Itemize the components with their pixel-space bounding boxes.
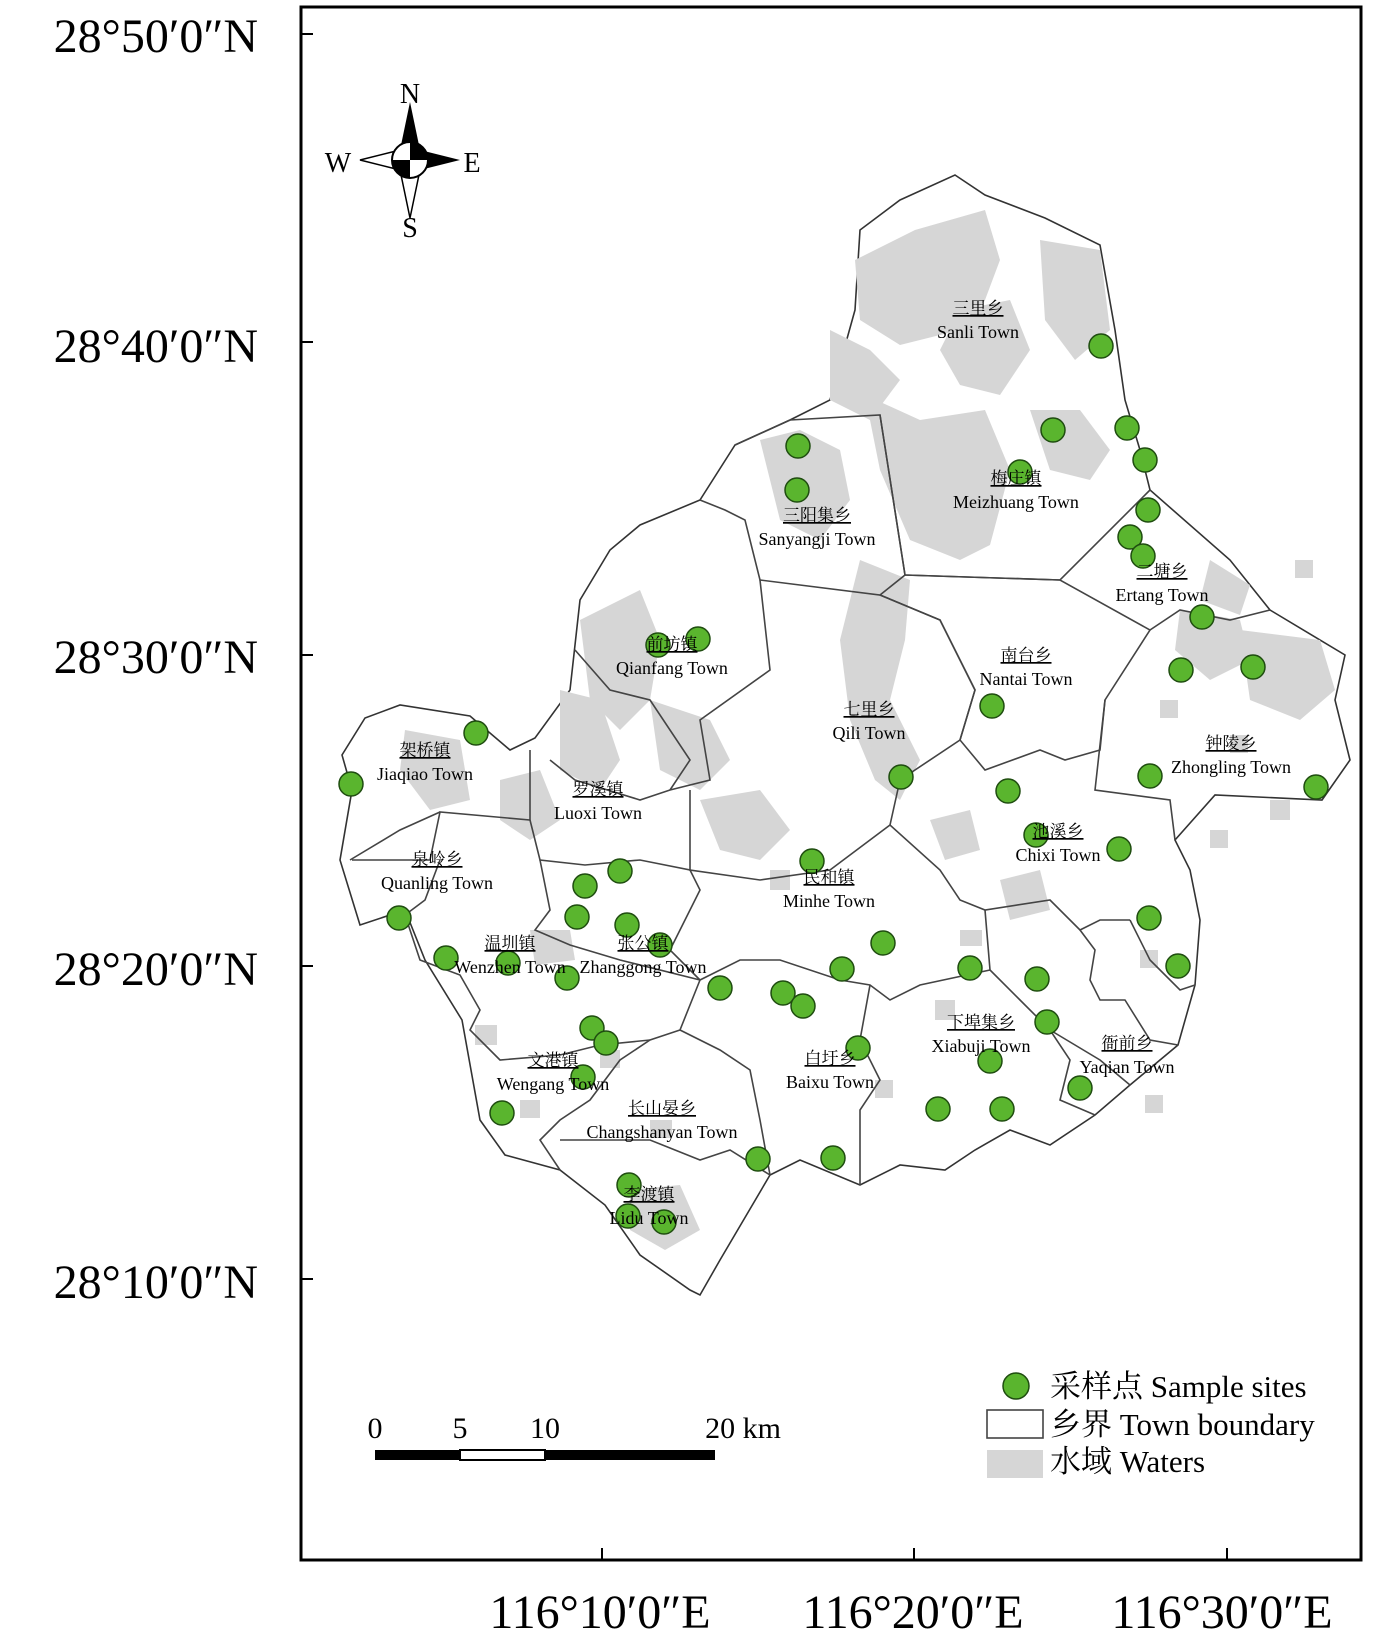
sample-site <box>1138 764 1162 788</box>
town-label-cn: 泉岭乡 <box>411 850 463 869</box>
town-label-en: Minhe Town <box>783 891 875 911</box>
lon-label: 116°10′0″E <box>489 1586 711 1639</box>
town-label-en: Qili Town <box>832 723 906 743</box>
scale-label: 0 <box>367 1412 383 1445</box>
sample-site <box>594 1031 618 1055</box>
town-label-cn: 前坊镇 <box>646 635 698 654</box>
scale-label: 5 <box>452 1412 468 1445</box>
sample-site <box>1304 775 1328 799</box>
town-label-en: Zhanggong Town <box>579 957 707 977</box>
town-label-en: Ertang Town <box>1115 585 1209 605</box>
town-label-cn: 架桥镇 <box>399 741 451 760</box>
sample-site <box>871 931 895 955</box>
sample-site <box>996 779 1020 803</box>
compass-north: N <box>399 79 421 110</box>
sample-site <box>464 721 488 745</box>
scale-label: 20 km <box>705 1412 781 1445</box>
north-arrow <box>325 79 481 244</box>
scale-label: 10 <box>530 1412 560 1445</box>
town-label-en: Nantai Town <box>979 669 1073 689</box>
legend <box>987 1369 1315 1479</box>
town-label-cn: 下埠集乡 <box>947 1013 1015 1032</box>
town-label-cn: 三里乡 <box>952 299 1004 318</box>
lat-label: 28°10′0″N <box>53 1256 258 1309</box>
sample-site <box>958 956 982 980</box>
town-label-en: Sanyangji Town <box>758 529 876 549</box>
lat-label: 28°20′0″N <box>53 943 258 996</box>
town-label-cn: 李渡镇 <box>623 1185 675 1204</box>
sample-site <box>490 1101 514 1125</box>
sample-site <box>1115 416 1139 440</box>
lon-label: 116°30′0″E <box>1111 1586 1333 1639</box>
sample-site <box>889 765 913 789</box>
town-label-cn: 七里乡 <box>843 700 895 719</box>
lon-label: 116°20′0″E <box>802 1586 1024 1639</box>
sample-site <box>791 994 815 1018</box>
town-label-cn: 三阳集乡 <box>783 506 851 525</box>
town-label-en: Wengang Town <box>496 1074 610 1094</box>
town-label-en: Baixu Town <box>786 1072 874 1092</box>
lat-label: 28°30′0″N <box>53 631 258 684</box>
sample-site <box>821 1146 845 1170</box>
legend-waters-label: 水域 Waters <box>1050 1444 1206 1479</box>
town-label-cn: 南台乡 <box>1000 646 1052 665</box>
town-label-en: Quanling Town <box>381 873 493 893</box>
sample-site <box>980 694 1004 718</box>
sample-site <box>786 434 810 458</box>
town-label-cn: 白圩乡 <box>804 1049 856 1068</box>
sample-site <box>1133 448 1157 472</box>
town-label-en: Meizhuang Town <box>953 492 1079 512</box>
sample-site <box>1107 837 1131 861</box>
sample-site <box>573 874 597 898</box>
latitude-ticks <box>301 34 313 1279</box>
legend-site-symbol <box>1003 1373 1029 1399</box>
sample-site <box>926 1097 950 1121</box>
town-label-en: Xiabuji Town <box>931 1036 1031 1056</box>
town-label-cn: 衙前乡 <box>1101 1034 1153 1053</box>
legend-boundary-symbol <box>987 1410 1043 1438</box>
town-label-en: Zhongling Town <box>1171 757 1291 777</box>
sample-site <box>1136 498 1160 522</box>
town-label-cn: 长山晏乡 <box>628 1099 696 1118</box>
sample-site <box>1137 906 1161 930</box>
sample-site <box>746 1147 770 1171</box>
sample-site <box>990 1097 1014 1121</box>
town-label-cn: 温圳镇 <box>484 934 536 953</box>
sample-site <box>387 906 411 930</box>
scale-bar <box>368 1412 781 1460</box>
town-label-en: Sanli Town <box>937 322 1019 342</box>
town-label-cn: 文港镇 <box>527 1051 579 1070</box>
town-label-en: Changshanyan Town <box>586 1122 738 1142</box>
sample-site <box>339 772 363 796</box>
town-label-cn: 罗溪镇 <box>572 780 624 799</box>
town-label-en: Luoxi Town <box>554 803 642 823</box>
longitude-ticks <box>602 1548 1227 1560</box>
town-label-cn: 二塘乡 <box>1136 562 1188 581</box>
sample-site <box>1190 605 1214 629</box>
town-label-en: Qianfang Town <box>616 658 728 678</box>
sample-site <box>608 859 632 883</box>
sample-site <box>708 976 732 1000</box>
lat-label: 28°50′0″N <box>53 10 258 63</box>
compass-south: S <box>402 213 418 244</box>
town-label-en: Chixi Town <box>1015 845 1101 865</box>
town-label-cn: 张公镇 <box>617 934 669 953</box>
sample-site <box>1025 967 1049 991</box>
sample-site <box>830 957 854 981</box>
sample-site <box>1068 1076 1092 1100</box>
town-label-cn: 梅庄镇 <box>990 469 1042 488</box>
town-label-cn: 民和镇 <box>803 868 855 887</box>
legend-sites-label: 采样点 Sample sites <box>1050 1369 1307 1404</box>
sample-site <box>1089 334 1113 358</box>
legend-waters-symbol <box>987 1450 1043 1478</box>
sample-site <box>1035 1010 1059 1034</box>
town-label-en: Wenzhen Town <box>454 957 566 977</box>
town-label-en: Jiaqiao Town <box>377 764 473 784</box>
compass-west: W <box>324 148 352 179</box>
lat-label: 28°40′0″N <box>53 320 258 373</box>
town-label-cn: 池溪乡 <box>1032 822 1084 841</box>
sample-site <box>1169 658 1193 682</box>
sample-site <box>1041 418 1065 442</box>
legend-boundary-label: 乡界 Town boundary <box>1050 1407 1315 1442</box>
sample-site <box>1241 655 1265 679</box>
town-label-en: Yaqian Town <box>1079 1057 1175 1077</box>
sample-site <box>1166 954 1190 978</box>
sample-site <box>565 905 589 929</box>
sample-site <box>785 478 809 502</box>
town-label-cn: 钟陵乡 <box>1205 734 1257 753</box>
compass-east: E <box>463 148 481 179</box>
town-label-en: Lidu Town <box>609 1208 689 1228</box>
